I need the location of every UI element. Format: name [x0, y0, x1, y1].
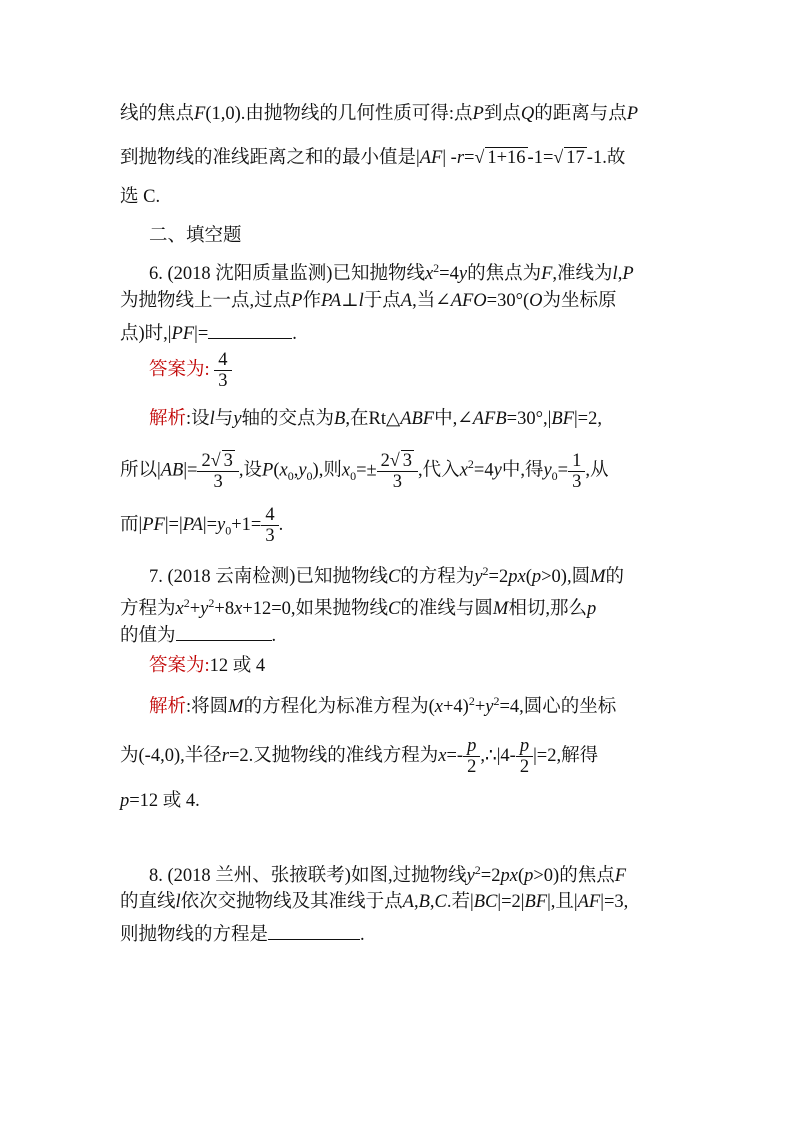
- sqrt-17: 17: [566, 148, 585, 168]
- q6-explanation-line-2: 所以|AB|= $\frac{2√ 3}{3}$ ,设$P(x_0,y_0)$,则$x_0=\pm$ $\frac{2√ 3}{3}$ ,代入$x^2=4y$中,得$y_0=$ $\frac{1}{3}$ ,从: [120, 450, 609, 492]
- prev-solution-line-1: 线的焦点F(1,0).由抛物线的几何性质可得:点P到点Q的距离与点P: [120, 104, 639, 124]
- q6-line-3: 点)时,|PF|= .: [120, 318, 297, 348]
- q6-answer: 答案为: $\frac{4}{3}$: [149, 350, 232, 391]
- q7-explanation-line-3: p=12 或 4.: [120, 791, 200, 811]
- q7-explanation-label: 解析: [149, 697, 187, 718]
- q7-line-3: 的值为 .: [120, 620, 276, 650]
- sqrt-1-plus-16: 1+16: [487, 148, 526, 168]
- q7-answer-blank[interactable]: [176, 620, 272, 641]
- q6-line-1: 6. (2018 沈阳质量监测)已知抛物线$x^2=4y$的焦点为F,准线为l,P: [149, 261, 634, 285]
- q6-explanation-label: 解析: [149, 409, 187, 429]
- q7-answer-label: 答案为:: [149, 656, 210, 676]
- q7-line-1: 7. (2018 云南检测)已知抛物线C的方程为$y^2=2px(p>0)$,圆M的: [149, 564, 625, 588]
- q6-line-2: 为抛物线上一点,过点P作PA⊥l于点A,当∠AFO=30°(O为坐标原: [120, 291, 617, 311]
- q8-line-1: 8. (2018 兰州、张掖联考)如图,过抛物线$y^2=2px(p>0)$的焦点F: [149, 863, 627, 887]
- q8-answer-blank[interactable]: [268, 919, 360, 940]
- q8-line-3: 则抛物线的方程是 .: [120, 919, 365, 949]
- prev-solution-line-3: 选 C.: [120, 187, 161, 207]
- q8-line-2: 的直线l依次交抛物线及其准线于点A,B,C.若|BC|=2|BF|,且|AF|=3,: [120, 892, 629, 912]
- q7-line-2: 方程为$x^2+y^2+8x+12=0$,如果抛物线C的准线与圆M相切,那么p: [120, 596, 597, 620]
- q6-answer-label: 答案为:: [149, 359, 210, 380]
- q7-answer: 答案为:12 或 4: [149, 656, 266, 676]
- prev-solution-line-2: 到抛物线的准线距离之和的最小值是|AF| -r=√ 1+16 -1=√ 17 -1.故: [120, 147, 626, 168]
- q6-answer-blank[interactable]: [208, 318, 292, 339]
- q7-explanation-line-1: 解析:将圆M的方程化为标准方程为$(x+4)^2+y^2=4$,圆心的坐标: [149, 694, 617, 718]
- q6-explanation-line-1: 解析:设l与y轴的交点为B,在Rt△ABF中,∠AFB=30°,|BF|=2,: [149, 409, 602, 429]
- section-heading: 二、填空题: [149, 226, 242, 246]
- q7-explanation-line-2: 为(-4,0),半径r=2.又抛物线的准线方程为x=- $\frac{p}{2}$ ,∴|4- $\frac{p}{2}$ |=2,解得: [120, 736, 599, 777]
- q6-explanation-line-3: 而$|PF|=|PA|=y_0+1=$ $\frac{4}{3}$ .: [120, 505, 284, 546]
